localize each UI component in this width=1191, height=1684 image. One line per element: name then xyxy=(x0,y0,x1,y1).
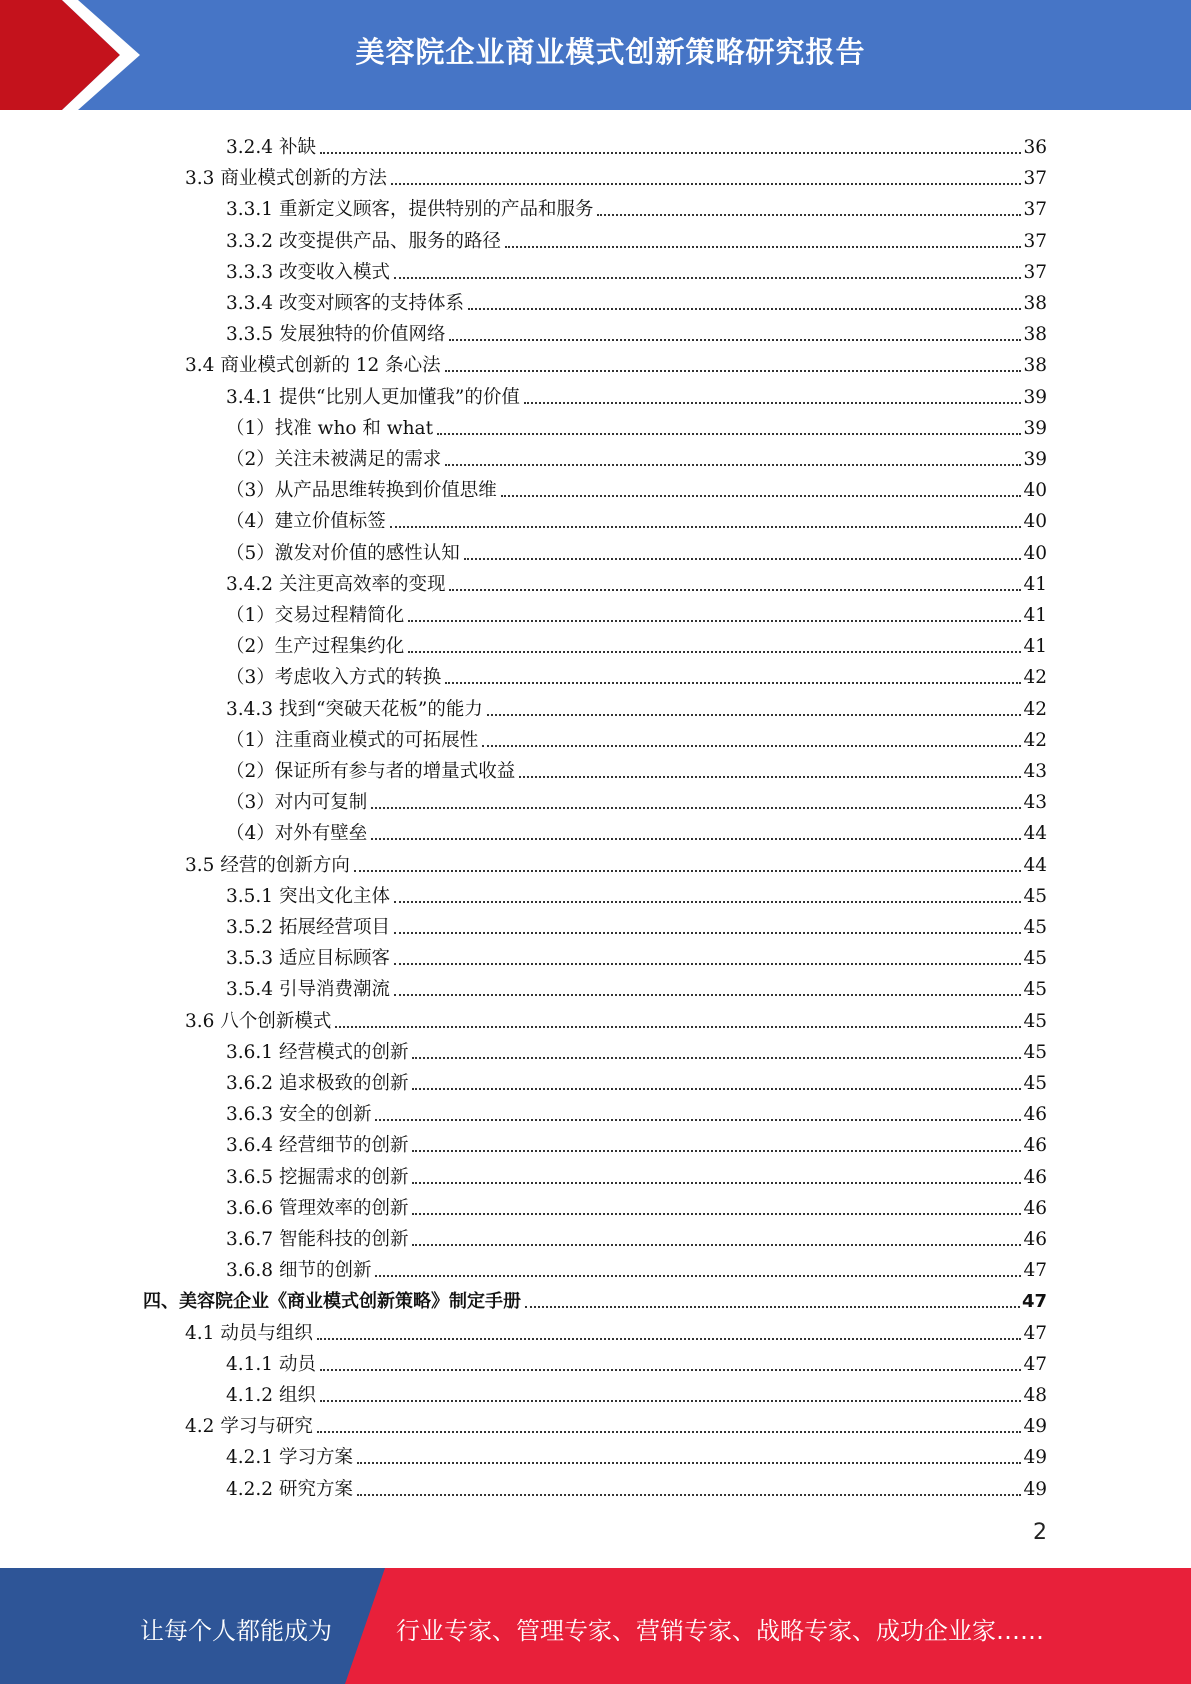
toc-dot-leader xyxy=(412,1088,1021,1090)
toc-entry-page: 45 xyxy=(1023,1073,1047,1094)
toc-entry-title: 管理效率的创新 xyxy=(278,1197,409,1219)
toc-entry[interactable] xyxy=(226,596,1047,627)
toc-entry-page: 43 xyxy=(1023,792,1047,814)
toc-entry-title: （3）考虑收入方式的转换 xyxy=(226,667,442,689)
toc-entry-title: 学习方案 xyxy=(278,1447,353,1469)
toc-dot-leader xyxy=(394,994,1021,996)
toc-dot-leader xyxy=(317,1431,1022,1433)
toc-entry[interactable] xyxy=(185,1002,1047,1033)
toc-entry[interactable] xyxy=(226,1438,1047,1469)
toc-entry[interactable] xyxy=(226,783,1047,814)
toc-entry-page: 47 xyxy=(1021,1291,1047,1313)
toc-dot-leader xyxy=(505,246,1021,248)
toc-dot-leader xyxy=(375,1275,1021,1277)
toc-entry[interactable] xyxy=(226,409,1047,440)
toc-entry[interactable] xyxy=(185,1407,1047,1438)
toc-entry-number: 3.5.4 xyxy=(226,979,279,1001)
toc-entry[interactable] xyxy=(185,846,1047,877)
toc-entry-title: （5）激发对价值的感性认知 xyxy=(226,542,460,564)
toc-dot-leader xyxy=(320,1400,1021,1402)
toc-entry-title: 关注更高效率的变现 xyxy=(278,573,446,595)
toc-dot-leader xyxy=(519,776,1021,778)
toc-entry-page: 46 xyxy=(1023,1197,1047,1219)
toc-entry-page: 36 xyxy=(1023,137,1047,158)
toc-entry-number: 3.5 xyxy=(185,854,221,876)
toc-entry[interactable] xyxy=(226,565,1047,596)
toc-entry-page: 42 xyxy=(1023,698,1047,720)
toc-entry[interactable] xyxy=(226,814,1047,845)
toc-entry[interactable] xyxy=(226,1158,1047,1189)
toc-entry-page: 46 xyxy=(1023,1229,1047,1250)
toc-dot-leader xyxy=(412,1244,1021,1246)
toc-dot-leader xyxy=(317,1338,1022,1340)
toc-entry-title: 补缺 xyxy=(278,137,316,158)
toc-entry-title: 拓展经营项目 xyxy=(278,917,390,938)
toc-entry-number: 3.6.8 xyxy=(226,1260,279,1282)
toc-entry[interactable] xyxy=(226,222,1047,253)
toc-entry-title: 组织 xyxy=(278,1385,316,1406)
page-number: 2 xyxy=(1033,1520,1047,1545)
toc-entry-page: 41 xyxy=(1023,636,1047,658)
toc-dot-leader xyxy=(408,651,1021,653)
toc-entry[interactable] xyxy=(185,159,1047,190)
footer-slogan-right: 行业专家、管理专家、营销专家、战略专家、成功企业家…… xyxy=(396,1617,1044,1645)
toc-entry-number: 3.5.1 xyxy=(226,885,279,907)
toc-entry-page: 44 xyxy=(1023,823,1047,845)
toc-entry[interactable] xyxy=(226,1126,1047,1157)
toc-entry[interactable] xyxy=(185,1314,1047,1345)
toc-entry-title: 改变提供产品、服务的路径 xyxy=(278,230,501,252)
toc-entry[interactable] xyxy=(226,1376,1047,1407)
toc-entry-page: 39 xyxy=(1023,386,1047,408)
toc-entry-title: 动员与组织 xyxy=(220,1322,313,1344)
toc-entry-number: 4.1.2 xyxy=(226,1385,279,1406)
toc-dot-leader xyxy=(597,214,1021,216)
toc-dot-leader xyxy=(354,870,1022,872)
toc-entry[interactable] xyxy=(226,1095,1047,1126)
toc-entry-number: 3.3.2 xyxy=(226,230,279,252)
toc-dot-leader xyxy=(394,277,1021,279)
toc-entry-title: （3）从产品思维转换到价值思维 xyxy=(226,480,497,502)
toc-dot-leader xyxy=(371,807,1021,809)
toc-entry[interactable] xyxy=(226,970,1047,1001)
toc-entry-page: 37 xyxy=(1023,168,1047,190)
toc-entry-title: （2）生产过程集约化 xyxy=(226,636,405,658)
toc-entry-number: 3.4.2 xyxy=(226,573,279,595)
toc-entry-number: 3.3.3 xyxy=(226,261,279,283)
toc-entry-page: 45 xyxy=(1023,948,1047,970)
toc-entry-title: 商业模式创新的 12 条心法 xyxy=(220,355,441,377)
toc-entry[interactable] xyxy=(226,939,1047,970)
toc-entry[interactable] xyxy=(226,502,1047,533)
toc-entry-number: 3.5.3 xyxy=(226,948,279,970)
toc-entry-title: 安全的创新 xyxy=(278,1104,372,1126)
toc-dot-leader xyxy=(394,901,1021,903)
toc-entry-title: 动员 xyxy=(278,1353,316,1375)
toc-entry-page: 47 xyxy=(1023,1322,1047,1344)
toc-entry[interactable] xyxy=(226,1251,1047,1282)
toc-entry-title: 适应目标顾客 xyxy=(278,948,390,970)
toc-entry[interactable] xyxy=(226,1033,1047,1064)
toc-entry-number: 3.6.7 xyxy=(226,1229,279,1250)
toc-entry[interactable] xyxy=(226,1345,1047,1376)
toc-dot-leader xyxy=(390,526,1022,528)
toc-entry-number: 3.4 xyxy=(185,355,221,377)
toc-entry-number: 3.4.1 xyxy=(226,386,279,408)
toc-entry-title: 细节的创新 xyxy=(278,1260,372,1282)
toc-entry-title: 重新定义顾客，提供特别的产品和服务 xyxy=(278,199,594,221)
toc-entry-title: 改变对顾客的支持体系 xyxy=(278,293,464,314)
toc-entry[interactable] xyxy=(226,690,1047,721)
toc-entry-page: 45 xyxy=(1023,885,1047,907)
toc-entry-title: 四、美容院企业《商业模式创新策略》制定手册 xyxy=(143,1291,521,1313)
toc-entry[interactable] xyxy=(226,721,1047,752)
toc-entry[interactable] xyxy=(226,1220,1047,1251)
toc-dot-leader xyxy=(437,433,1021,435)
toc-entry[interactable] xyxy=(226,752,1047,783)
toc-entry-title: （1）注重商业模式的可拓展性 xyxy=(226,729,479,751)
page-header xyxy=(0,0,1191,110)
toc-dot-leader xyxy=(501,495,1022,497)
toc-dot-leader xyxy=(375,1119,1021,1121)
toc-entry-number: 3.6.1 xyxy=(226,1041,279,1063)
toc-entry-number: 4.2.1 xyxy=(226,1447,279,1469)
toc-entry-title: 挖掘需求的创新 xyxy=(278,1166,409,1188)
toc-entry[interactable] xyxy=(226,658,1047,689)
toc-entry-number: 3.4.3 xyxy=(226,698,279,720)
toc-entry-number: 3.6.6 xyxy=(226,1197,279,1219)
toc-dot-leader xyxy=(320,152,1021,154)
toc-entry-title: 商业模式创新的方法 xyxy=(220,168,387,190)
toc-dot-leader xyxy=(335,1026,1021,1028)
toc-entry-title: 突出文化主体 xyxy=(278,885,390,907)
toc-entry[interactable] xyxy=(226,284,1047,315)
toc-dot-leader xyxy=(449,589,1021,591)
toc-entry-title: 研究方案 xyxy=(278,1478,353,1500)
toc-entry-title: （2）保证所有参与者的增量式收益 xyxy=(226,761,516,782)
toc-entry-number: 3.3.4 xyxy=(226,293,279,314)
toc-dot-leader xyxy=(357,1494,1021,1496)
toc-entry-page: 46 xyxy=(1023,1135,1047,1157)
toc-entry-title: 经营的创新方向 xyxy=(220,854,350,876)
toc-entry[interactable] xyxy=(226,440,1047,471)
toc-dot-leader xyxy=(525,1306,1020,1308)
toc-entry-title: 经营细节的创新 xyxy=(278,1135,409,1157)
toc-entry-page: 40 xyxy=(1023,511,1047,533)
toc-entry-page: 41 xyxy=(1023,573,1047,595)
toc-entry-number: 3.6.3 xyxy=(226,1104,279,1126)
toc-entry-page: 41 xyxy=(1023,605,1047,626)
toc-entry-page: 42 xyxy=(1023,667,1047,689)
page-footer xyxy=(0,1568,1191,1684)
toc-entry-title: （4）对外有壁垒 xyxy=(226,823,368,845)
toc-entry[interactable] xyxy=(226,128,1047,159)
toc-dot-leader xyxy=(394,963,1021,965)
toc-dot-leader xyxy=(464,558,1022,560)
toc-dot-leader xyxy=(391,183,1022,185)
toc-entry-page: 38 xyxy=(1023,355,1047,377)
toc-entry-title: 找到“突破天花板”的能力 xyxy=(278,698,483,720)
toc-entry-title: 提供“比别人更加懂我”的价值 xyxy=(278,386,520,408)
toc-dot-leader xyxy=(449,339,1021,341)
toc-entry-page: 38 xyxy=(1023,293,1047,314)
toc-dot-leader xyxy=(468,308,1021,310)
toc-entry-title: （1）交易过程精简化 xyxy=(226,605,405,626)
toc-entry-page: 40 xyxy=(1023,542,1047,564)
toc-entry-page: 49 xyxy=(1023,1416,1047,1438)
toc-entry-title: 学习与研究 xyxy=(220,1416,313,1438)
toc-entry[interactable] xyxy=(226,253,1047,284)
toc-dot-leader xyxy=(394,932,1021,934)
document-title: 美容院企业商业模式创新策略研究报告 xyxy=(355,35,866,69)
toc-entry-page: 47 xyxy=(1023,1353,1047,1375)
toc-entry-page: 37 xyxy=(1023,230,1047,252)
toc-entry-number: 3.2.4 xyxy=(226,137,279,158)
toc-entry-title: （4）建立价值标签 xyxy=(226,511,386,533)
toc-entry[interactable] xyxy=(226,190,1047,221)
toc-entry[interactable] xyxy=(226,471,1047,502)
toc-entry-title: 发展独特的价值网络 xyxy=(278,324,446,346)
toc-entry-number: 3.6 xyxy=(185,1010,221,1032)
toc-entry-page: 45 xyxy=(1023,1010,1047,1032)
toc-entry-page: 46 xyxy=(1023,1104,1047,1126)
toc-entry-number: 3.3.1 xyxy=(226,199,279,221)
toc-entry-number: 3.5.2 xyxy=(226,917,279,938)
toc-entry-page: 42 xyxy=(1023,729,1047,751)
toc-entry-title: 八个创新模式 xyxy=(220,1010,332,1032)
toc-entry-page: 49 xyxy=(1023,1478,1047,1500)
toc-dot-leader xyxy=(320,1369,1021,1371)
toc-entry-number: 4.2 xyxy=(185,1416,221,1438)
toc-entry-title: （3）对内可复制 xyxy=(226,792,368,814)
toc-dot-leader xyxy=(524,402,1022,404)
toc-entry-page: 47 xyxy=(1023,1260,1047,1282)
toc-entry-number: 3.3 xyxy=(185,168,221,190)
toc-entry-page: 45 xyxy=(1023,917,1047,938)
toc-entry-number: 4.2.2 xyxy=(226,1478,279,1500)
toc-entry[interactable] xyxy=(226,1470,1047,1501)
toc-dot-leader xyxy=(482,745,1021,747)
toc-entry[interactable] xyxy=(226,315,1047,346)
toc-entry-number: 4.1 xyxy=(185,1322,221,1344)
toc-dot-leader xyxy=(412,1213,1021,1215)
toc-entry-page: 38 xyxy=(1023,324,1047,346)
toc-entry[interactable] xyxy=(226,877,1047,908)
toc-entry[interactable] xyxy=(226,908,1047,939)
toc-entry[interactable] xyxy=(185,346,1047,377)
toc-dot-leader xyxy=(412,1182,1021,1184)
toc-dot-leader xyxy=(412,1057,1021,1059)
toc-dot-leader xyxy=(371,838,1021,840)
toc-entry-title: 引导消费潮流 xyxy=(278,979,390,1001)
toc-entry-page: 49 xyxy=(1023,1447,1047,1469)
toc-dot-leader xyxy=(357,1462,1021,1464)
toc-entry-title: 智能科技的创新 xyxy=(278,1229,409,1250)
toc-entry[interactable] xyxy=(226,627,1047,658)
toc-entry-title: （1）找准 who 和 what xyxy=(226,417,434,439)
toc-entry-title: 经营模式的创新 xyxy=(278,1041,409,1063)
footer-slogan-left: 让每个人都能成为 xyxy=(140,1617,332,1645)
toc-dot-leader xyxy=(445,682,1021,684)
toc-dot-leader xyxy=(412,1150,1021,1152)
toc-entry-page: 43 xyxy=(1023,761,1047,782)
toc-entry-number: 3.6.4 xyxy=(226,1135,279,1157)
toc-entry-page: 39 xyxy=(1023,449,1047,470)
toc-entry[interactable] xyxy=(226,378,1047,409)
toc-dot-leader xyxy=(408,620,1021,622)
toc-entry[interactable] xyxy=(226,1064,1047,1095)
toc-entry-number: 3.3.5 xyxy=(226,324,279,346)
toc-entry-page: 46 xyxy=(1023,1166,1047,1188)
toc-entry-number: 4.1.1 xyxy=(226,1353,279,1375)
toc-entry-page: 45 xyxy=(1023,979,1047,1001)
toc-entry-title: （2）关注未被满足的需求 xyxy=(226,449,442,470)
toc-entry-number: 3.6.2 xyxy=(226,1073,279,1094)
toc-entry-page: 39 xyxy=(1023,417,1047,439)
toc-entry-title: 追求极致的创新 xyxy=(278,1073,409,1094)
toc-entry[interactable] xyxy=(226,534,1047,565)
toc-dot-leader xyxy=(445,370,1022,372)
toc-entry-page: 37 xyxy=(1023,261,1047,283)
toc-entry-page: 40 xyxy=(1023,480,1047,502)
toc-entry-page: 45 xyxy=(1023,1041,1047,1063)
toc-dot-leader xyxy=(445,464,1021,466)
toc-entry-number: 3.6.5 xyxy=(226,1166,279,1188)
toc-dot-leader xyxy=(487,714,1022,716)
toc-entry-title: 改变收入模式 xyxy=(278,261,390,283)
toc-entry-page: 44 xyxy=(1023,854,1047,876)
toc-entry-page: 37 xyxy=(1023,199,1047,221)
toc-entry[interactable] xyxy=(226,1189,1047,1220)
toc-entry[interactable] xyxy=(143,1282,1047,1313)
toc-entry-page: 48 xyxy=(1023,1385,1047,1406)
